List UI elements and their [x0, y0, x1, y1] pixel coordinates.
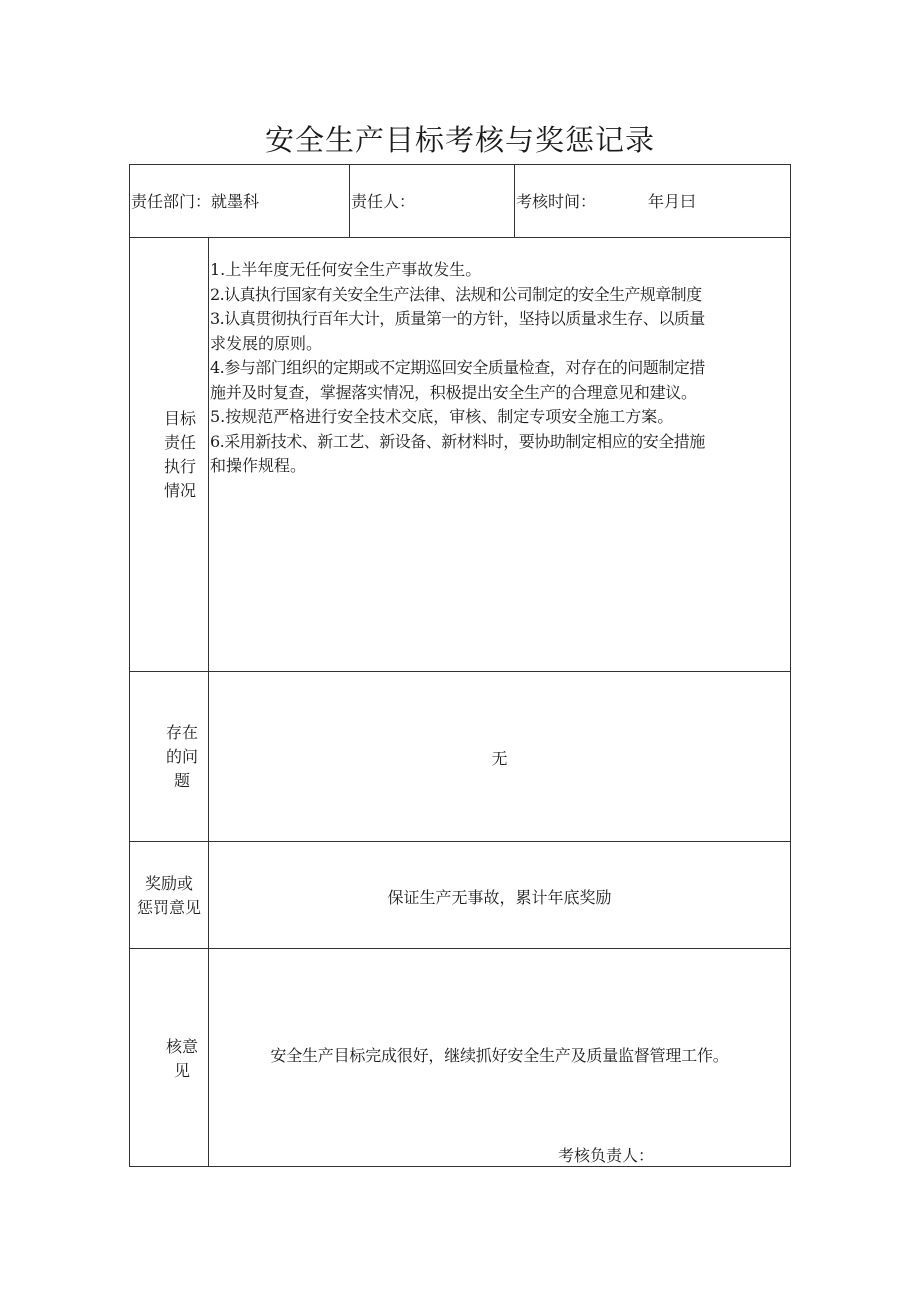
review-time-cell [516, 164, 788, 237]
goal-line: 和操作规程。 [210, 456, 307, 475]
problems-label: 存在 的问 题 [165, 723, 198, 790]
review-value: 安全生产目标完成很好，继续抓好安全生产及质量监督管理工作。 [270, 1046, 729, 1065]
goal-line: 4.参与部门组织的定期或不定期巡回安全质量检查，对存在的问题制定措 [210, 358, 705, 377]
reward-value: 保证生产无事故，累计年底奖励 [387, 888, 612, 907]
goal-line: 施并及时复查，掌握落实情况，积极提出安全生产的合理意见和建议。 [210, 382, 697, 402]
goal-line: 5.按规范严格进行安全技术交底，审核、制定专项安全施工方案。 [210, 407, 674, 426]
problems-value: 无 [491, 749, 508, 768]
goal-line: 2.认真执行国家有关安全生产法律、法规和公司制定的安全生产规章制度 [210, 284, 702, 304]
department-cell [131, 164, 347, 237]
department-label: 责任部门：就墨科 [131, 192, 260, 211]
goal-line: 求发展的原则。 [210, 333, 323, 353]
reward-label: 奖励或 惩罚意见 [136, 874, 201, 917]
goal-line: 1.上半年度无任何安全生产事故发生。 [210, 260, 482, 279]
review-time-label: 考核时间： [516, 192, 597, 211]
goals-content [210, 258, 790, 479]
review-time-value: 年月曰 [648, 192, 697, 211]
responsible-person-label: 责任人： [351, 192, 416, 211]
review-label: 核意 见 [165, 1037, 198, 1080]
goal-line: 3.认真贯彻执行百年大计，质量第一的方针，坚持以质量求生存、以质量 [210, 309, 705, 328]
goals-label: 目标 责任 执行 情况 [163, 409, 196, 500]
goal-line: 6.采用新技术、新工艺、新设备、新材料时，要协助制定相应的安全措施 [210, 431, 705, 451]
reviewer-signature-label: 考核负责人： [558, 1146, 655, 1165]
responsible-person-cell [351, 164, 511, 237]
page-title: 安全生产目标考核与奖惩记录 [264, 123, 655, 157]
